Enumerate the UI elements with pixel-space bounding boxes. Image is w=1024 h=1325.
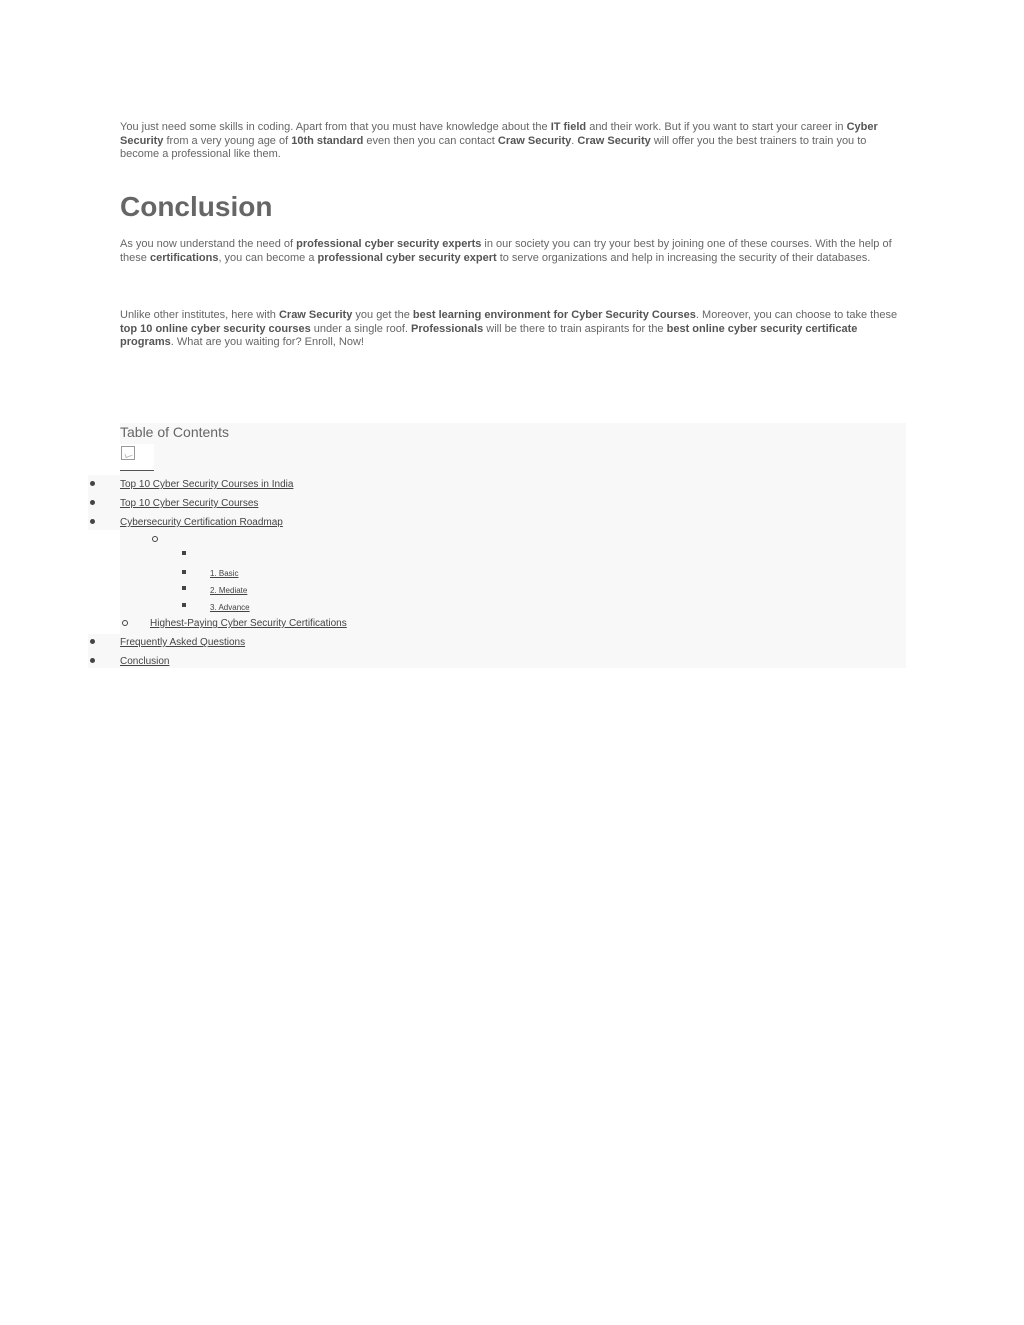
toc-link-basic[interactable]: 1. Basic xyxy=(210,569,239,578)
bullet-circle-icon xyxy=(152,536,158,542)
toc-link-highest-paying[interactable]: Highest-Paying Cyber Security Certifications xyxy=(150,618,347,629)
text-run: under a single roof. xyxy=(310,322,412,335)
text-run: will be there to train aspirants for the xyxy=(483,322,667,335)
bold-run: Craw Security xyxy=(278,309,353,321)
text-run: even then you can contact xyxy=(363,134,498,147)
bold-run: certifications xyxy=(149,251,219,264)
toc-link-top-10-courses[interactable]: Top 10 Cyber Security Courses xyxy=(120,498,259,509)
bold-run: Craw Security xyxy=(497,134,572,147)
bullet-disc-icon xyxy=(90,481,95,486)
bold-run: Professionals xyxy=(411,322,484,335)
text-run: to serve organizations and help in increasing the security of their databases. xyxy=(496,251,871,264)
bullet-square-icon xyxy=(182,586,186,590)
toc-link-advance[interactable]: 3. Advance xyxy=(210,603,250,612)
bold-run: Craw Security xyxy=(577,134,651,147)
bullet-disc-icon xyxy=(90,639,95,644)
toc-link-faq[interactable]: Frequently Asked Questions xyxy=(120,637,246,648)
text-run: will offer you the best trainers to train you to become a professional like them. xyxy=(120,134,867,160)
bullet-disc-icon xyxy=(90,500,95,505)
conclusion-heading: Conclusion xyxy=(120,191,273,222)
text-run: . What are you waiting for? Enroll, Now! xyxy=(170,336,364,348)
text-run: Unlike other institutes, here with xyxy=(120,309,279,321)
bullet-disc-icon xyxy=(90,658,95,663)
bullet-square-icon xyxy=(182,603,186,607)
bold-run: professional cyber security experts xyxy=(296,238,482,250)
text-run: You just need some skills in coding. Apart from that you must have knowledge about the xyxy=(120,121,551,133)
toc-title: Table of Contents xyxy=(120,424,229,440)
bold-run: Cyber Security xyxy=(120,121,878,147)
toc-link-conclusion[interactable]: Conclusion xyxy=(120,656,170,667)
image-placeholder-icon xyxy=(121,446,135,460)
text-run: , you can become a xyxy=(218,251,318,264)
bold-run: best learning environment for Cyber Security Courses xyxy=(412,309,696,321)
text-run: and their work. But if you want to start your career in xyxy=(586,121,847,133)
bold-run: professional cyber security expert xyxy=(317,251,497,264)
text-run: you get the xyxy=(352,309,413,321)
bullet-square-icon xyxy=(182,551,186,555)
bold-run: top 10 online cyber security courses xyxy=(120,322,311,335)
text-run: As you now understand the need of xyxy=(120,238,297,250)
toc-link-top-10-india[interactable]: Top 10 Cyber Security Courses in India xyxy=(120,479,294,490)
toc-background xyxy=(120,423,906,668)
toc-toggle-button[interactable] xyxy=(120,444,154,471)
conclusion-paragraph-2 xyxy=(120,309,905,350)
toc-link-mediate[interactable]: 2. Mediate xyxy=(210,586,248,595)
toc-link-certification-roadmap[interactable]: Cybersecurity Certification Roadmap xyxy=(120,517,283,528)
bullet-square-icon xyxy=(182,570,186,574)
bullet-circle-icon xyxy=(122,620,128,626)
text-run: . Moreover, you can choose to take these xyxy=(695,309,898,321)
bold-run: 10th standard xyxy=(291,134,364,147)
text-run: from a very young age of xyxy=(163,134,292,147)
bullet-disc-icon xyxy=(90,519,95,524)
text-run: in our society you can try your best by joining one of these courses. With the help of these xyxy=(120,238,892,264)
bold-run: IT field xyxy=(550,121,587,133)
text-run: . xyxy=(571,134,578,147)
conclusion-paragraph-1 xyxy=(120,238,905,265)
intro-paragraph xyxy=(120,121,905,162)
bold-run: best online cyber security certificate programs xyxy=(120,322,858,348)
